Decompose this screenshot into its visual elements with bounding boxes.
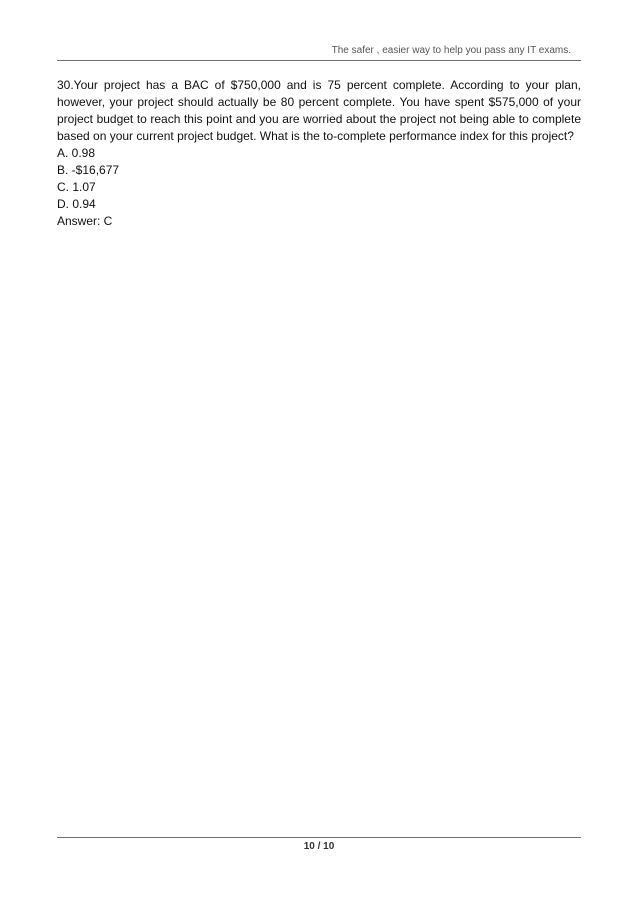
header-divider (57, 60, 581, 61)
question-block (57, 77, 581, 230)
answer-text: Answer: C (57, 214, 113, 228)
question-text: 30.Your project has a BAC of $750,000 and is 75 percent complete. According to your plan, however, your project should actually be 80 percent complete. You have spent $575,000 of your project budget to reach this point and you are worried about the project not being able to complete based on your current project budget. What is the to-complete performance index for this project? (57, 78, 581, 143)
option-b: B. -$16,677 (57, 163, 120, 177)
option-a: A. 0.98 (57, 146, 96, 160)
footer-divider (57, 837, 581, 838)
header-tagline: The safer , easier way to help you pass any IT exams. (331, 45, 571, 56)
page-number: 10 / 10 (303, 841, 335, 852)
page-header (57, 44, 581, 59)
option-c: C. 1.07 (57, 180, 96, 194)
option-d: D. 0.94 (57, 197, 96, 211)
